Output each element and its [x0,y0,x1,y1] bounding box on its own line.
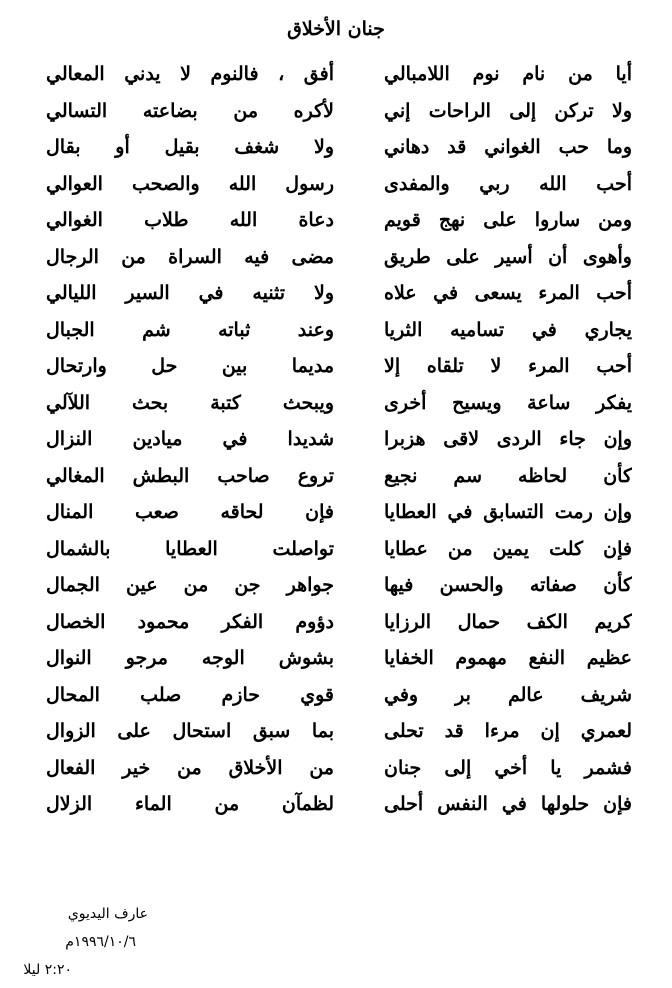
verse-second-hemistich: لظمآن من الماء الزلال [46,793,334,815]
verse-line [0,421,672,458]
writing-time: ٢:٢٠ ليلا [23,962,72,978]
verse-line [0,385,672,422]
verse-second-hemistich: رسول الله والصحب العوالي [46,172,334,195]
verse-first-hemistich: وأهوى أن أسير على طريق [384,245,632,268]
verse-second-hemistich: قوي حازم صلب المحال [46,683,334,706]
verse-first-hemistich: كأن صفاته والحسن فيها [384,574,632,596]
verse-line [0,93,672,130]
verse-line [0,750,672,787]
verse-line [0,786,672,823]
poem-title: جنان الأخلاق [287,18,385,40]
verse-first-hemistich: ومن ساروا على نهج قويم [384,209,632,231]
verse-second-hemistich: من الأخلاق من خير الفعال [46,756,334,779]
verse-first-hemistich: أحب المرء لا تلقاه إلا [384,355,632,377]
verse-line [0,348,672,385]
verse-second-hemistich: مديما بين حل وارتحال [46,355,334,377]
verse-line [0,640,672,677]
verse-first-hemistich: أحب الله ربي والمفدى [384,172,632,195]
verse-first-hemistich: فإن حلولها في النفس أحلى [384,793,632,815]
verse-line [0,312,672,349]
verse-first-hemistich: ولا تركن إلى الراحات إني [384,99,632,122]
verse-first-hemistich: يجاري في تساميه الثريا [384,318,632,341]
verse-second-hemistich: تروع صاحب البطش المغالي [46,464,334,487]
verse-line [0,202,672,239]
verse-line [0,494,672,531]
verse-second-hemistich: شديدا في ميادين النزال [46,428,334,450]
verse-first-hemistich: فشمر يا أخي إلى جنان [384,756,632,779]
verse-line [0,166,672,203]
verse-line [0,275,672,312]
verse-second-hemistich: مضى فيه السراة من الرجال [46,245,334,268]
verse-second-hemistich: ولا شغف بقيل أو بقال [46,136,334,158]
verse-line [0,239,672,276]
poem-verses [0,56,672,823]
verse-line [0,129,672,166]
verse-second-hemistich: دؤوم الفكر محمود الخصال [46,610,334,633]
verse-second-hemistich: بما سبق استحال على الزوال [46,720,334,742]
verse-second-hemistich: بشوش الوجه مرجو النوال [46,647,334,669]
verse-line [0,677,672,714]
verse-second-hemistich: ويبحث كتبة بحث اللآلي [46,391,334,414]
verse-first-hemistich: يفكر ساعة ويسيح أخرى [384,391,632,414]
verse-second-hemistich: ولا تثنيه في السير الليالي [46,282,334,304]
verse-first-hemistich: لعمري إن مرءا قد تحلى [384,720,632,742]
verse-line [0,56,672,93]
verse-line [0,713,672,750]
verse-first-hemistich: وما حب الغواني قد دهاني [384,136,632,158]
verse-first-hemistich: كأن لحاظه سم نجيع [384,464,632,487]
verse-first-hemistich: وإن رمت التسابق في العطايا [384,501,632,523]
verse-second-hemistich: لأكره من بضاعته التسالي [46,99,334,122]
verse-second-hemistich: أفق ، فالنوم لا يدني المعالي [46,63,334,85]
verse-line [0,567,672,604]
verse-second-hemistich: تواصلت العطايا بالشمال [46,537,334,560]
verse-line [0,604,672,641]
verse-first-hemistich: أيا من نام نوم اللامبالي [384,63,632,85]
author-name: عارف اليديوي [67,906,148,922]
verse-second-hemistich: جواهر جن من عين الجمال [46,574,334,596]
writing-date: ١٩٩٦/١٠/٦م [65,934,136,950]
verse-first-hemistich: وإن جاء الردى لاقى هزبرا [384,428,632,450]
verse-first-hemistich: شريف عالم بر وفي [384,683,632,706]
verse-first-hemistich: فإن كلت يمين من عطايا [384,537,632,560]
verse-second-hemistich: دعاة الله طلاب الغوالي [46,209,334,231]
verse-first-hemistich: عظيم النفع مهموم الخفايا [384,647,632,669]
verse-line [0,531,672,568]
verse-first-hemistich: أحب المرء يسعى في علاه [384,282,632,304]
verse-second-hemistich: وعند ثباته شم الجبال [46,318,334,341]
verse-line [0,458,672,495]
verse-second-hemistich: فإن لحاقه صعب المنال [46,501,334,523]
verse-first-hemistich: كريم الكف حمال الرزايا [384,610,632,633]
